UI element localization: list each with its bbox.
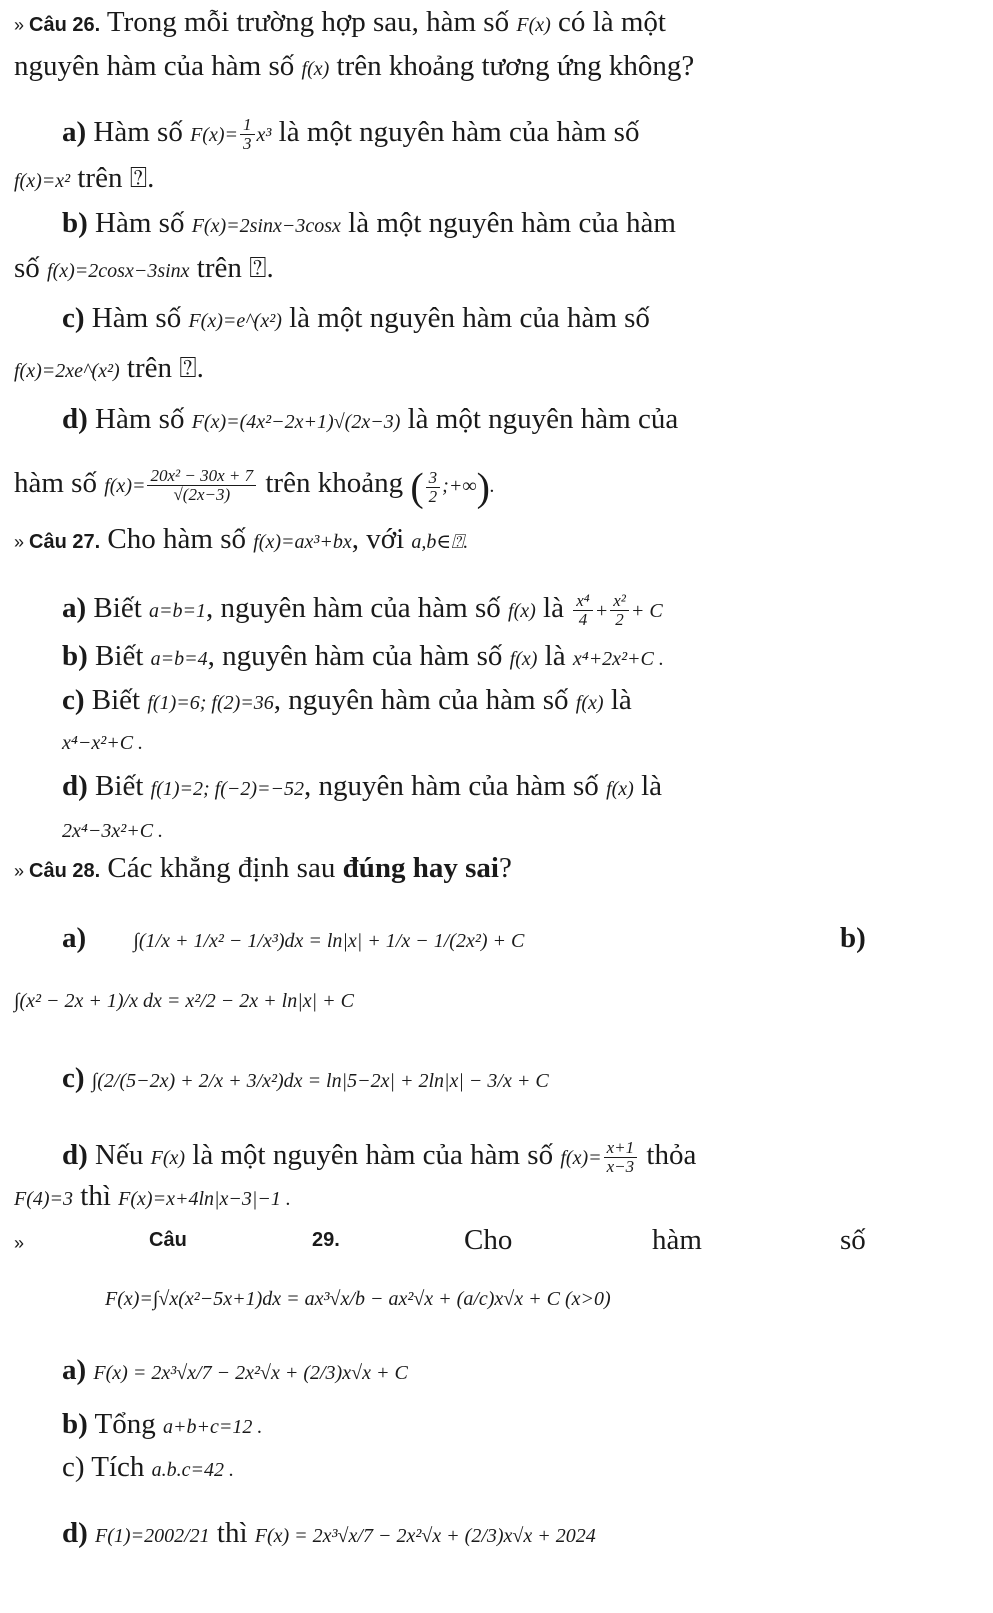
q28d-text: Nếu xyxy=(95,1139,144,1171)
q28b-label-wrap xyxy=(840,920,866,956)
q27d-math: f(1)=2; f(−2)=−52 xyxy=(150,778,305,800)
q29a-math: F(x) = 2x³√x/7 − 2x²√x + (2/3)x√x + C xyxy=(93,1362,408,1384)
q27-text: Cho hàm số xyxy=(107,523,246,555)
q29b-line xyxy=(62,1406,262,1445)
q29-cho: Cho xyxy=(464,1224,513,1256)
q27d-line1 xyxy=(62,768,662,807)
q27c-line2 xyxy=(62,722,143,761)
q27c-text: Biết xyxy=(91,684,141,716)
q27a-frac1: $\frac{\text{x⁴}}{4}$ xyxy=(573,592,592,629)
q27c-math: f(1)=6; f(2)=36 xyxy=(147,692,274,714)
q27b-text: Biết xyxy=(95,640,144,672)
q26c-text3: trên ⍰. xyxy=(126,352,204,384)
q28c-line xyxy=(62,1060,549,1099)
q27a-label: a) xyxy=(62,592,87,624)
q28d-frac xyxy=(604,1139,638,1176)
q29c-line xyxy=(62,1449,234,1488)
q28d-label: d) xyxy=(62,1139,88,1171)
q28-bullet: » xyxy=(14,861,30,881)
q28d-text3: thỏa xyxy=(646,1139,697,1171)
q28-number: Câu 28. xyxy=(29,860,101,882)
q26-f: f(x) xyxy=(301,58,330,80)
q26d-line1 xyxy=(62,401,678,440)
q28d-frac-den: x−3 xyxy=(606,1156,635,1176)
q26-bullet: » xyxy=(14,15,30,35)
q26a-text2: là một nguyên hàm của hàm số xyxy=(278,116,640,148)
q27a-f: f(x) xyxy=(508,600,536,622)
q27d-text2: , nguyên hàm của hàm số xyxy=(304,770,599,802)
q29d-line xyxy=(62,1515,596,1554)
q27-ab: a,b∈⍰. xyxy=(411,531,469,553)
q27b-text3: là xyxy=(544,640,566,672)
q27-f: f(x)=ax³+bx xyxy=(253,531,352,553)
q28d-line1 xyxy=(62,1130,696,1183)
q28d-line2 xyxy=(14,1178,291,1217)
q26d-math: F(x)=(4x²−2x+1)√(2x−3) xyxy=(191,411,401,433)
q28d-F4: F(4)=3 xyxy=(14,1188,74,1210)
q26b-line2 xyxy=(14,250,274,289)
q27b-math3: x⁴+2x²+C . xyxy=(572,648,664,670)
q26a-line2 xyxy=(14,160,154,199)
q27c-text2: , nguyên hàm của hàm số xyxy=(273,684,569,716)
q26d-text4: trên khoảng xyxy=(265,467,404,499)
q27b-label: b) xyxy=(62,640,88,672)
q26d-f: f(x)= xyxy=(104,475,146,497)
q27a-line: a) Biết a=b=1, nguyên hàm của hàm số f(x) là $\frac{\text{x⁴}}{4}$ + $\frac{\text{x²}}{2}$ + C xyxy=(62,590,663,629)
q26d-text3: hàm số xyxy=(14,467,97,499)
q27-line1 xyxy=(14,521,468,560)
q26b-text4: trên ⍰. xyxy=(196,252,274,284)
q28b-label: b) xyxy=(840,922,866,954)
q27d-label: d) xyxy=(62,770,88,802)
q27d-f: f(x) xyxy=(606,778,634,800)
q27a-math3: + C xyxy=(630,600,663,622)
q29d-math2: F(x) = 2x³√x/7 − 2x²√x + (2/3)x√x + 2024 xyxy=(254,1525,596,1547)
q29-ham: hàm xyxy=(652,1224,702,1256)
q26-number: Câu 26. xyxy=(29,14,101,36)
q26b-f: f(x)=2cosx−3sinx xyxy=(47,260,190,282)
q26-text3: nguyên hàm của hàm số xyxy=(14,50,295,82)
q27-number: Câu 27. xyxy=(29,531,101,553)
q28-qmark: ? xyxy=(498,852,512,884)
q29-def-line xyxy=(105,1278,611,1317)
q29a-label: a) xyxy=(62,1354,87,1386)
q28d-f: f(x)= xyxy=(560,1147,602,1169)
q29a-line xyxy=(62,1352,408,1391)
q28d-frac-num: x+1 xyxy=(604,1139,638,1158)
q29-number: 29. xyxy=(312,1229,340,1251)
q28-text: Các khẳng định sau xyxy=(107,852,336,884)
q27a-text: Biết xyxy=(93,592,142,624)
q29c-label: c) xyxy=(62,1451,85,1483)
q26-line1 xyxy=(14,4,666,43)
q29c-math: a.b.c=42 . xyxy=(151,1459,235,1481)
q26a-text3: trên ⍰. xyxy=(77,162,155,194)
q27d-text: Biết xyxy=(95,770,144,802)
q26a-text: Hàm số xyxy=(93,116,183,148)
q29d-label: d) xyxy=(62,1517,88,1549)
q26a-frac: $\frac{1}{3}$ xyxy=(240,116,255,153)
q27c-line1 xyxy=(62,682,632,721)
q29-cau: Câu xyxy=(149,1229,187,1251)
q26b-text2: là một nguyên hàm của hàm xyxy=(348,207,676,239)
q26-line2 xyxy=(14,48,694,87)
q26d-label: d) xyxy=(62,403,88,435)
q27a-frac2: $\frac{\text{x²}}{2}$ xyxy=(610,592,629,629)
q28b-line xyxy=(14,980,354,1019)
q26c-label: c) xyxy=(62,302,85,334)
q26d-frac-num: 20x² − 30x + 7 xyxy=(147,467,256,486)
q26a-line1 xyxy=(62,114,639,153)
q28d-F: F(x) xyxy=(150,1147,186,1169)
q26c-f: f(x)=2xe^(x²) xyxy=(14,360,120,382)
q27d-text3: là xyxy=(641,770,663,802)
q26a-label: a) xyxy=(62,116,87,148)
q26d-interval: ( $\frac{3}{2}$ ;+∞). xyxy=(410,464,495,510)
q27d-line2 xyxy=(62,810,163,849)
q26b-text: Hàm số xyxy=(95,207,185,239)
q27c-label: c) xyxy=(62,684,85,716)
q28-bold: đúng hay sai xyxy=(342,852,499,884)
q28d-text2: là một nguyên hàm của hàm số xyxy=(192,1139,554,1171)
q28c-label: c) xyxy=(62,1062,85,1094)
q29-line1 xyxy=(14,1222,974,1261)
q27a-math: a=b=1 xyxy=(149,600,207,622)
q29c-text: Tích xyxy=(91,1451,145,1483)
q26b-math: F(x)=2sinx−3cosx xyxy=(191,215,341,237)
q29b-math: a+b+c=12 . xyxy=(163,1416,263,1438)
q26a-f: f(x)=x² xyxy=(14,170,71,192)
q27c-text3: là xyxy=(610,684,632,716)
q26a-math2: x³ xyxy=(256,124,272,146)
q26b-line1 xyxy=(62,205,676,244)
q26b-label: b) xyxy=(62,207,88,239)
q28-line1 xyxy=(14,850,512,889)
q26b-text3: số xyxy=(14,252,40,284)
q26d-text2: là một nguyên hàm của xyxy=(407,403,679,435)
q27c-f: f(x) xyxy=(575,692,604,714)
q26c-math: F(x)=e^(x²) xyxy=(188,310,282,332)
q29b-text: Tổng xyxy=(94,1408,156,1440)
q26d-frac xyxy=(147,467,256,504)
q26-F: F(x) xyxy=(516,14,551,36)
q29d-math: F(1)=2002/21 xyxy=(95,1525,210,1547)
q26c-line2 xyxy=(14,350,204,389)
q26c-text: Hàm số xyxy=(91,302,182,334)
q26-text: Trong mỗi trường hợp sau, hàm số xyxy=(106,6,510,38)
q28d-text4: thì xyxy=(80,1180,111,1212)
q27d-answer: 2x⁴−3x²+C . xyxy=(62,820,164,842)
q28b-math: ∫(x² − 2x + 1)/x dx = x²/2 − 2x + ln|x| + C xyxy=(14,990,354,1012)
q26d-line2 xyxy=(14,458,495,511)
q29b-label: b) xyxy=(62,1408,88,1440)
q27-text2: , với xyxy=(351,523,405,555)
q27b-line xyxy=(62,638,664,677)
q26c-line1 xyxy=(62,300,650,339)
q26c-text2: là một nguyên hàm của hàm số xyxy=(289,302,650,334)
q26d-text: Hàm số xyxy=(95,403,185,435)
q27a-text2: , nguyên hàm của hàm số xyxy=(206,592,501,624)
q28a-math: ∫(1/x + 1/x² − 1/x³)dx = ln|x| + 1/x − 1/(2x²) + C xyxy=(133,930,525,952)
q26-text4: trên khoảng tương ứng không? xyxy=(336,50,695,82)
q28d-answer: F(x)=x+4ln|x−3|−1 . xyxy=(118,1188,291,1210)
q29-so: số xyxy=(840,1224,866,1256)
q26d-frac-den: √(2x−3) xyxy=(173,484,231,504)
q27a-text3: là xyxy=(543,592,564,624)
q28c-math: ∫(2/(5−2x) + 2/x + 3/x²)dx = ln|5−2x| + 2ln|x| − 3/x + C xyxy=(91,1070,549,1092)
q26-text2: có là một xyxy=(558,6,666,38)
q29-bullet: » xyxy=(14,1233,25,1253)
q27b-f: f(x) xyxy=(509,648,538,670)
q27c-answer: x⁴−x²+C . xyxy=(62,732,144,754)
q27-bullet: » xyxy=(14,532,30,552)
q28a-label: a) xyxy=(62,922,87,954)
q29-def: F(x)=∫√x(x²−5x+1)dx = ax³√x/b − ax²√x + (a/c)x√x + C (x>0) xyxy=(105,1288,611,1310)
q27b-math: a=b=4 xyxy=(150,648,208,670)
q29d-text: thì xyxy=(216,1517,248,1549)
q26a-math: F(x)= xyxy=(190,124,239,146)
q27b-text2: , nguyên hàm của hàm số xyxy=(207,640,503,672)
q28a-line xyxy=(62,920,524,959)
